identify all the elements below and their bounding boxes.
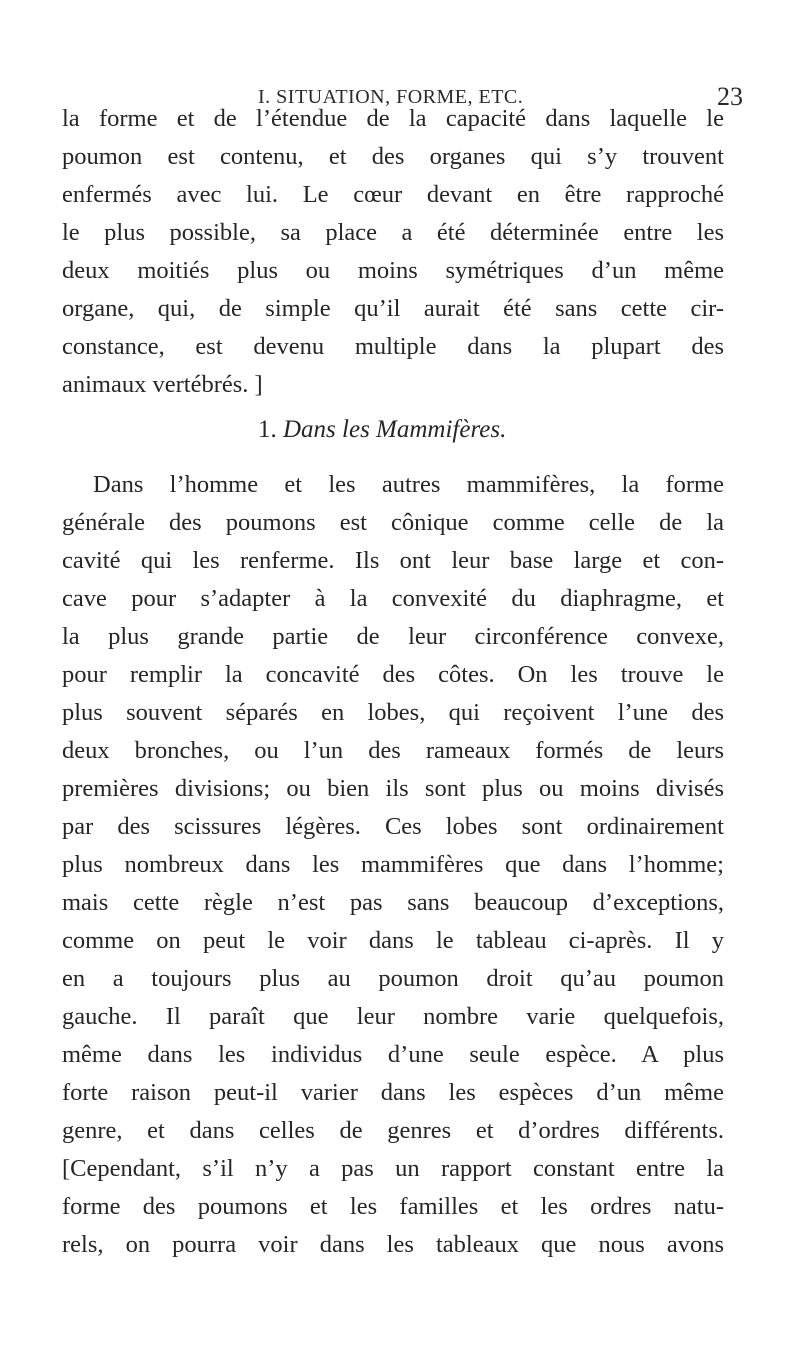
text-line: forte raison peut-il varier dans les espèces d’un même: [62, 1079, 724, 1106]
text-line: constance, est devenu multiple dans la plupart des: [62, 333, 724, 360]
text-line: comme on peut le voir dans le tableau ci-après. Il y: [62, 927, 724, 954]
text-line: rels, on pourra voir dans les tableaux que nous avons: [62, 1231, 724, 1258]
text-line: le plus possible, sa place a été déterminée entre les: [62, 219, 724, 246]
text-line: plus souvent séparés en lobes, qui reçoivent l’une des: [62, 699, 724, 726]
text-line: deux bronches, ou l’un des rameaux formés de leurs: [62, 737, 724, 764]
section-title: Dans les Mammifères.: [283, 416, 507, 443]
text-line: pour remplir la concavité des côtes. On les trouve le: [62, 661, 724, 688]
text-line: gauche. Il paraît que leur nombre varie quelquefois,: [62, 1003, 724, 1030]
text-line: en a toujours plus au poumon droit qu’au poumon: [62, 965, 724, 992]
text-line: cave pour s’adapter à la convexité du diaphragme, et: [62, 585, 724, 612]
text-line: poumon est contenu, et des organes qui s’y trouvent: [62, 143, 724, 170]
text-line: Dans l’homme et les autres mammifères, la forme: [93, 471, 724, 498]
text-line: forme des poumons et les familles et les ordres natu-: [62, 1193, 724, 1220]
running-header: I. SITUATION, FORME, ETC.: [258, 86, 524, 108]
text-line: par des scissures légères. Ces lobes sont ordinairement: [62, 813, 724, 840]
text-line: la plus grande partie de leur circonférence convexe,: [62, 623, 724, 650]
text-line: deux moitiés plus ou moins symétriques d’un même: [62, 257, 724, 284]
section-number: 1.: [258, 416, 277, 443]
text-line: la forme et de l’étendue de la capacité dans laquelle le: [62, 105, 724, 132]
text-line: genre, et dans celles de genres et d’ordres différents.: [62, 1117, 724, 1144]
text-line: plus nombreux dans les mammifères que dans l’homme;: [62, 851, 724, 878]
text-line: enfermés avec lui. Le cœur devant en être rapproché: [62, 181, 724, 208]
page-number: 23: [717, 82, 743, 111]
text-line: [Cependant, s’il n’y a pas un rapport constant entre la: [62, 1155, 724, 1182]
text-line: cavité qui les renferme. Ils ont leur base large et con-: [62, 547, 724, 574]
text-line: générale des poumons est cônique comme celle de la: [62, 509, 724, 536]
text-line: premières divisions; ou bien ils sont plus ou moins divisés: [62, 775, 724, 802]
text-line: organe, qui, de simple qu’il aurait été sans cette cir-: [62, 295, 724, 322]
text-line: même dans les individus d’une seule espèce. A plus: [62, 1041, 724, 1068]
text-line: mais cette règle n’est pas sans beaucoup d’exceptions,: [62, 889, 724, 916]
text-line: animaux vertébrés. ]: [62, 371, 263, 398]
section-heading: [258, 416, 506, 444]
